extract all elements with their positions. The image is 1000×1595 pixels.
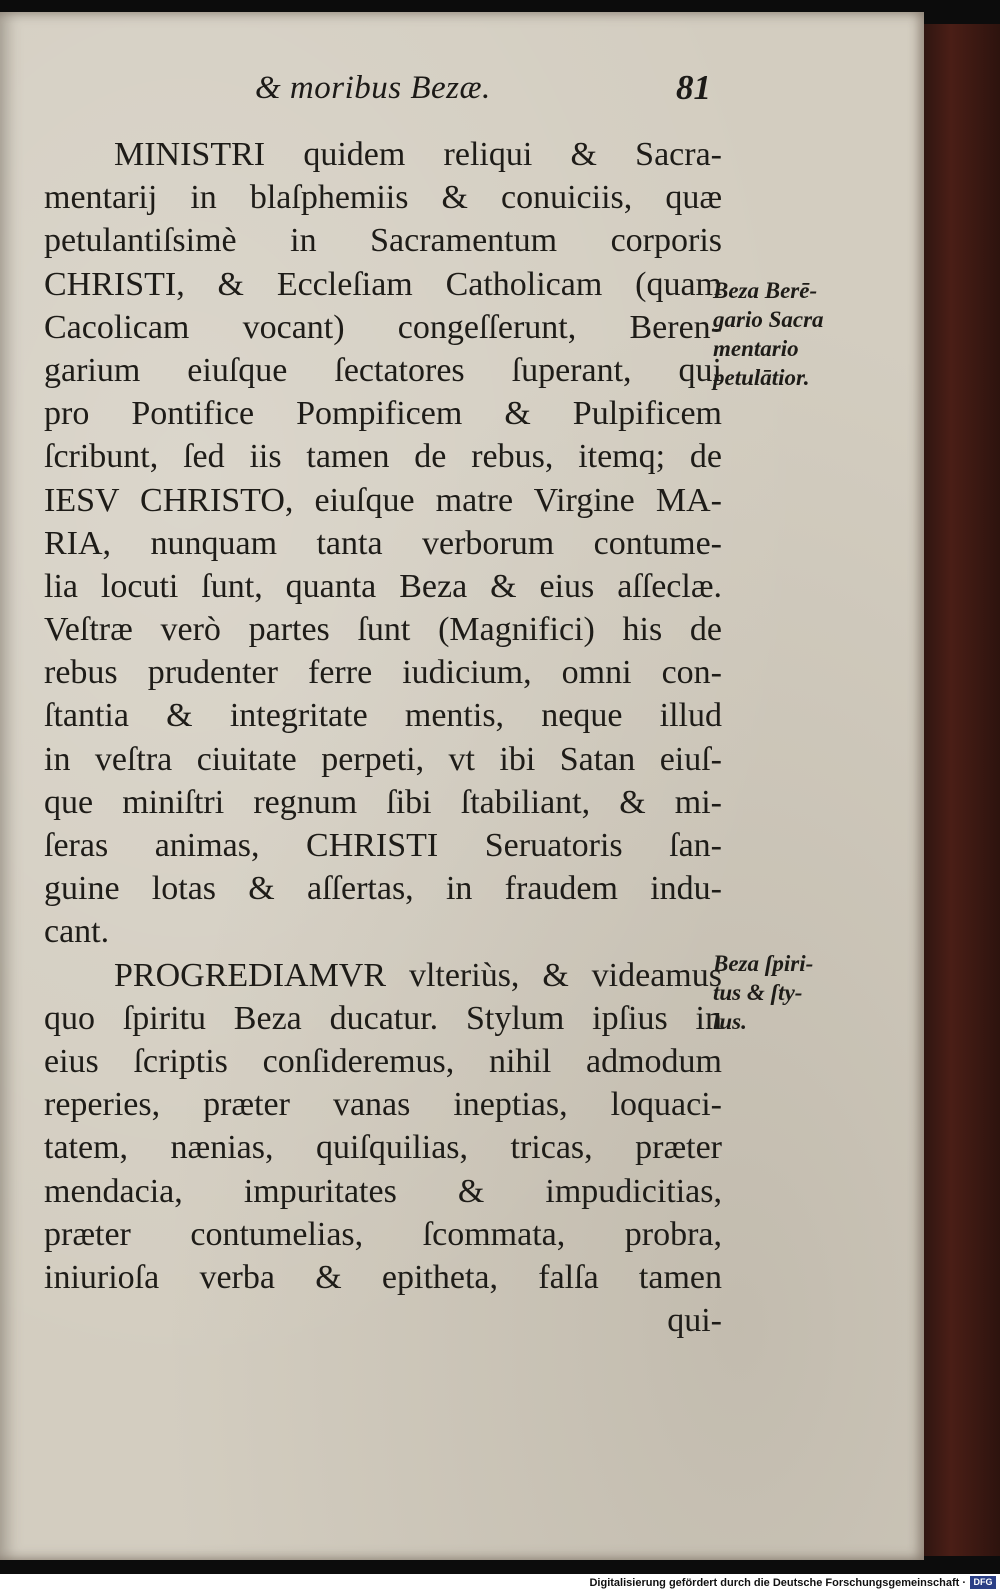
funding-credit: Digitalisierung gefördert durch die Deutsche Forschungsgemeinschaft · — [589, 1577, 966, 1589]
marginal-note-line: petulātior. — [713, 365, 810, 390]
text-line: Cacolicam vocant) congeſſerunt, Beren- — [44, 308, 722, 346]
marginal-note-line: lus. — [713, 1009, 747, 1034]
dfg-logo: DFG — [970, 1576, 996, 1589]
text-line: PROGREDIAMVR vlteriùs, & videamus — [114, 956, 722, 994]
body-text — [44, 133, 722, 1342]
page-number: 81 — [676, 68, 711, 107]
text-line: lia locuti ſunt, quanta Beza & eius aſſeclæ. — [44, 567, 722, 605]
text-line: ſtantia & integritate mentis, neque illud — [44, 697, 722, 735]
marginal-note — [713, 276, 863, 392]
text-line: iniurioſa verba & epitheta, falſa tamen — [44, 1258, 722, 1296]
text-line: ſeras animas, CHRISTI Seruatoris ſan- — [44, 827, 722, 864]
text-line: tatem, nænias, quiſquilias, tricas, præter — [44, 1129, 722, 1167]
text-line: rebus prudenter ferre iudicium, omni con- — [44, 654, 722, 692]
marginal-note-line: Beza Berē- — [713, 278, 818, 303]
text-line: que miniſtri regnum ſibi ſtabiliant, & mi- — [44, 783, 722, 821]
text-line: ſcribunt, ſed iis tamen de rebus, itemq; de — [44, 438, 722, 476]
marginal-note-line: mentario — [713, 336, 799, 361]
text-line: CHRISTI, & Eccleſiam Catholicam (quam — [44, 265, 722, 303]
text-line: IESV CHRISTO, eiuſque matre Virgine MA- — [44, 481, 722, 519]
marginal-note-line: Beza ſpiri- — [713, 951, 814, 976]
text-line: petulantiſsimè in Sacramentum corporis — [44, 222, 722, 260]
text-line: quo ſpiritu Beza ducatur. Stylum ipſius in — [44, 999, 722, 1037]
text-line: pro Pontifice Pompificem & Pulpificem — [44, 395, 722, 433]
marginal-note — [713, 949, 863, 1036]
text-line: præter contumelias, ſcommata, probra, — [44, 1215, 722, 1253]
text-line: mendacia, impuritates & impudicitias, — [44, 1172, 722, 1210]
text-line: cant. — [44, 913, 110, 951]
text-line: MINISTRI quidem reliqui & Sacra- — [114, 136, 722, 173]
text-line: guine lotas & aſſertas, in fraudem indu- — [44, 870, 722, 908]
book-page — [0, 12, 924, 1560]
text-line: RIA, nunquam tanta verborum contume- — [44, 524, 722, 562]
catchword: qui- — [667, 1302, 722, 1340]
text-line: reperies, præter vanas ineptias, loquaci- — [44, 1086, 722, 1124]
text-line: garium eiuſque ſectatores ſuperant, qui — [44, 351, 722, 389]
page-edge — [918, 24, 1000, 1556]
marginal-note-line: gario Sacra — [713, 307, 824, 332]
text-line: Veſtræ verò partes ſunt (Magnifici) his de — [44, 611, 722, 649]
marginal-note-line: tus & ſty- — [713, 980, 803, 1005]
text-line: eius ſcriptis conſideremus, nihil admodum — [44, 1042, 722, 1080]
running-head: & moribus Bezæ. — [255, 70, 491, 106]
text-line: in veſtra ciuitate perpeti, vt ibi Satan eiuſ- — [44, 740, 722, 778]
text-line: mentarij in blaſphemiis & conuiciis, quæ — [44, 179, 722, 217]
